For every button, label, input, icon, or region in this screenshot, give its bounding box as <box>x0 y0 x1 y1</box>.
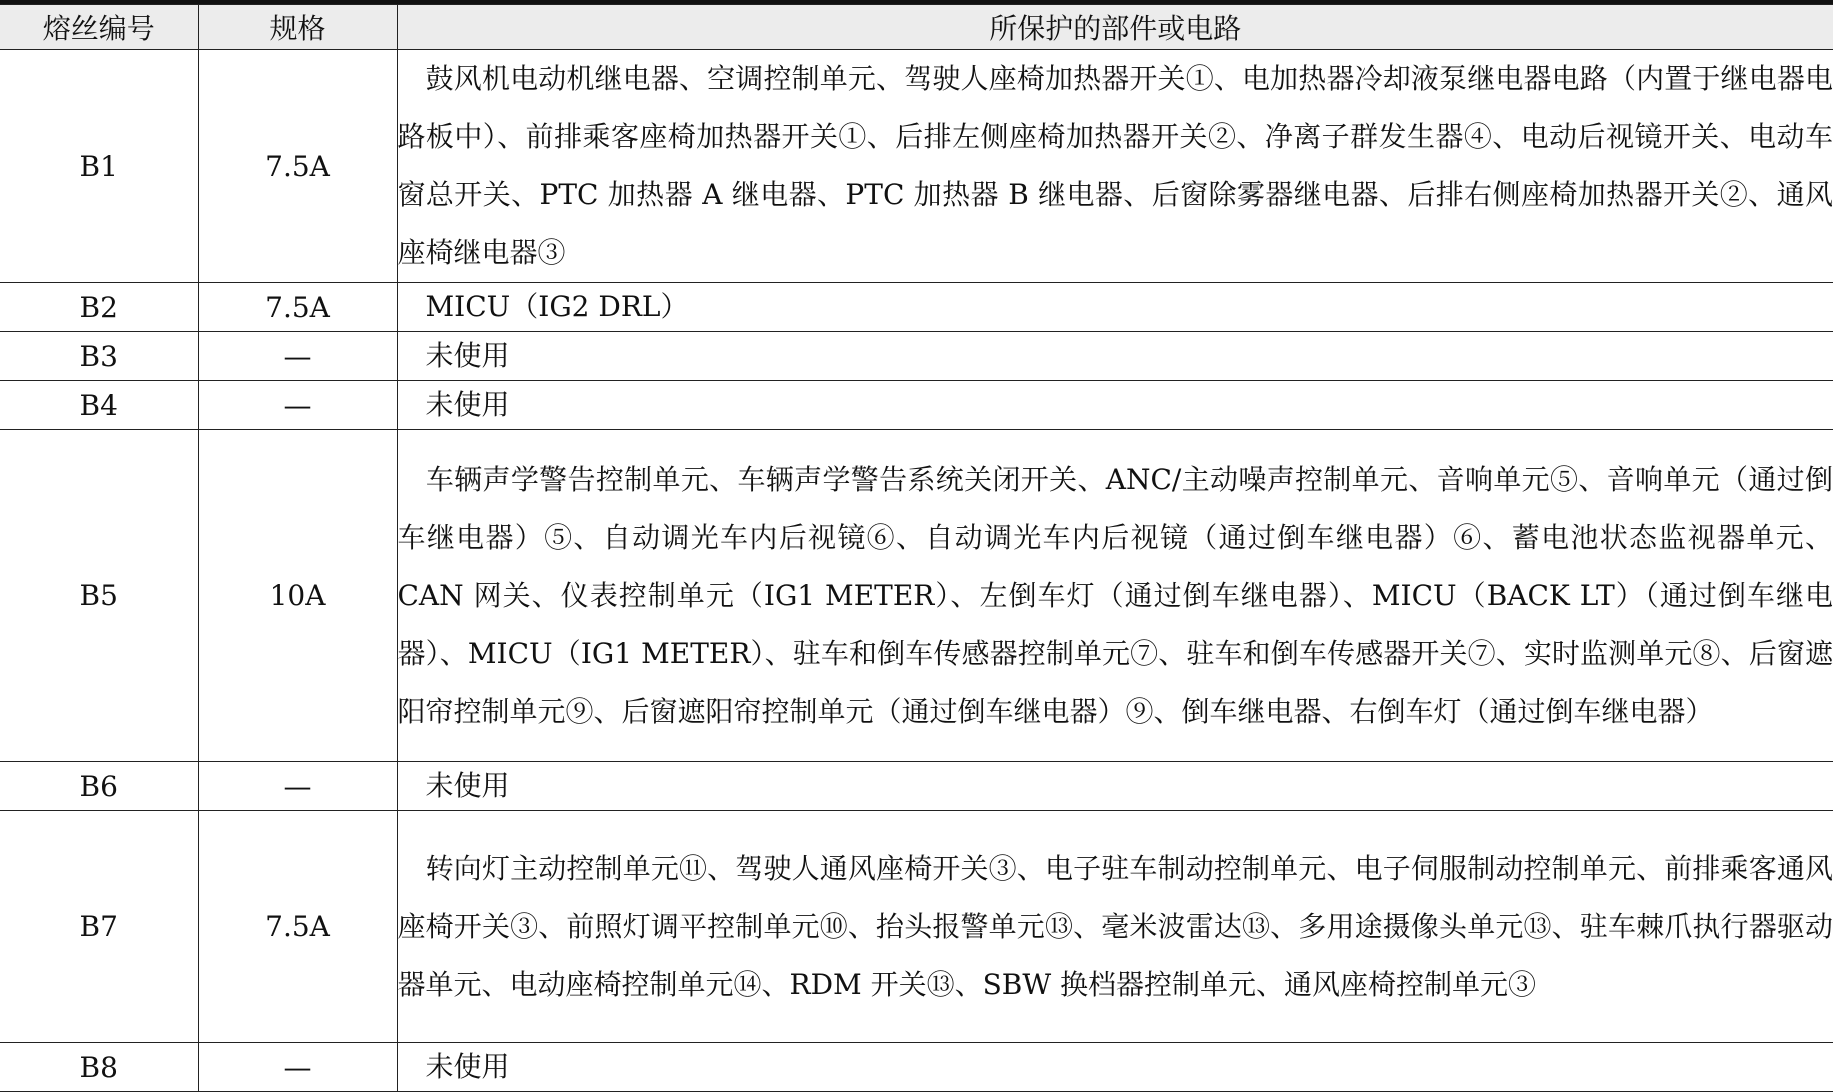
fuse-description <box>397 283 1833 332</box>
table-row <box>0 430 1833 762</box>
fuse-spec: 7.5A <box>198 811 397 1043</box>
fuse-description <box>397 332 1833 381</box>
fuse-spec: 7.5A <box>198 283 397 332</box>
table-row <box>0 332 1833 381</box>
table-row <box>0 50 1833 283</box>
description-text: 未使用 <box>426 1050 510 1083</box>
fuse-spec: — <box>198 332 397 381</box>
fuse-number: B8 <box>0 1043 198 1092</box>
table-row <box>0 381 1833 430</box>
fuse-description <box>397 50 1833 283</box>
header-protected-parts: 所保护的部件或电路 <box>397 5 1833 50</box>
fuse-table <box>0 4 1833 1092</box>
fuse-number: B2 <box>0 283 198 332</box>
table-row <box>0 811 1833 1043</box>
description-text: 未使用 <box>426 769 510 802</box>
table-row <box>0 1043 1833 1092</box>
description-text: 未使用 <box>426 339 510 372</box>
description-text: 转向灯主动控制单元⑪、驾驶人通风座椅开关③、电子驻车制动控制单元、电子伺服制动控制单元、前排乘客通风座椅开关③、前照灯调平控制单元⑩、抬头报警单元⑬、毫米波雷达⑬、多用途摄像头单元⑬、驻车棘爪执行器驱动器单元、电动座椅控制单元⑭、RDM 开关⑬、SBW 换档器控制单元、通风座椅控制单元③ <box>398 852 1833 1001</box>
fuse-description <box>397 381 1833 430</box>
header-fuse-number: 熔丝编号 <box>0 5 198 50</box>
fuse-description <box>397 1043 1833 1092</box>
table-row <box>0 283 1833 332</box>
description-text: 车辆声学警告控制单元、车辆声学警告系统关闭开关、ANC/主动噪声控制单元、音响单元⑤、音响单元（通过倒车继电器）⑤、自动调光车内后视镜⑥、自动调光车内后视镜（通过倒车继电器）⑥、蓄电池状态监视器单元、CAN 网关、仪表控制单元（IG1 METER）、左倒车灯（通过倒车继电器）、MICU（BACK LT）（通过倒车继电器）、MICU（IG1 METER）、驻车和倒车传感器控制单元⑦、驻车和倒车传感器开关⑦、实时监测单元⑧、后窗遮阳帘控制单元⑨、后窗遮阳帘控制单元（通过倒车继电器）⑨、倒车继电器、右倒车灯（通过倒车继电器） <box>398 463 1833 728</box>
table-body <box>0 50 1833 1092</box>
fuse-number: B4 <box>0 381 198 430</box>
fuse-spec: — <box>198 1043 397 1092</box>
fuse-spec: 10A <box>198 430 397 762</box>
fuse-number: B1 <box>0 50 198 283</box>
description-text: MICU（IG2 DRL） <box>426 290 689 323</box>
fuse-description <box>397 762 1833 811</box>
fuse-spec: 7.5A <box>198 50 397 283</box>
table-row <box>0 762 1833 811</box>
fuse-number: B6 <box>0 762 198 811</box>
fuse-number: B5 <box>0 430 198 762</box>
table-header <box>0 5 1833 50</box>
description-text: 鼓风机电动机继电器、空调控制单元、驾驶人座椅加热器开关①、电加热器冷却液泵继电器电路（内置于继电器电路板中）、前排乘客座椅加热器开关①、后排左侧座椅加热器开关②、净离子群发生器④、电动后视镜开关、电动车窗总开关、PTC 加热器 A 继电器、PTC 加热器 B 继电器、后窗除雾器继电器、后排右侧座椅加热器开关②、通风座椅继电器③ <box>398 62 1833 269</box>
header-spec: 规格 <box>198 5 397 50</box>
fuse-number: B7 <box>0 811 198 1043</box>
fuse-spec: — <box>198 762 397 811</box>
fuse-number: B3 <box>0 332 198 381</box>
fuse-description <box>397 430 1833 762</box>
fuse-spec: — <box>198 381 397 430</box>
header-row <box>0 5 1833 50</box>
fuse-description <box>397 811 1833 1043</box>
description-text: 未使用 <box>426 388 510 421</box>
